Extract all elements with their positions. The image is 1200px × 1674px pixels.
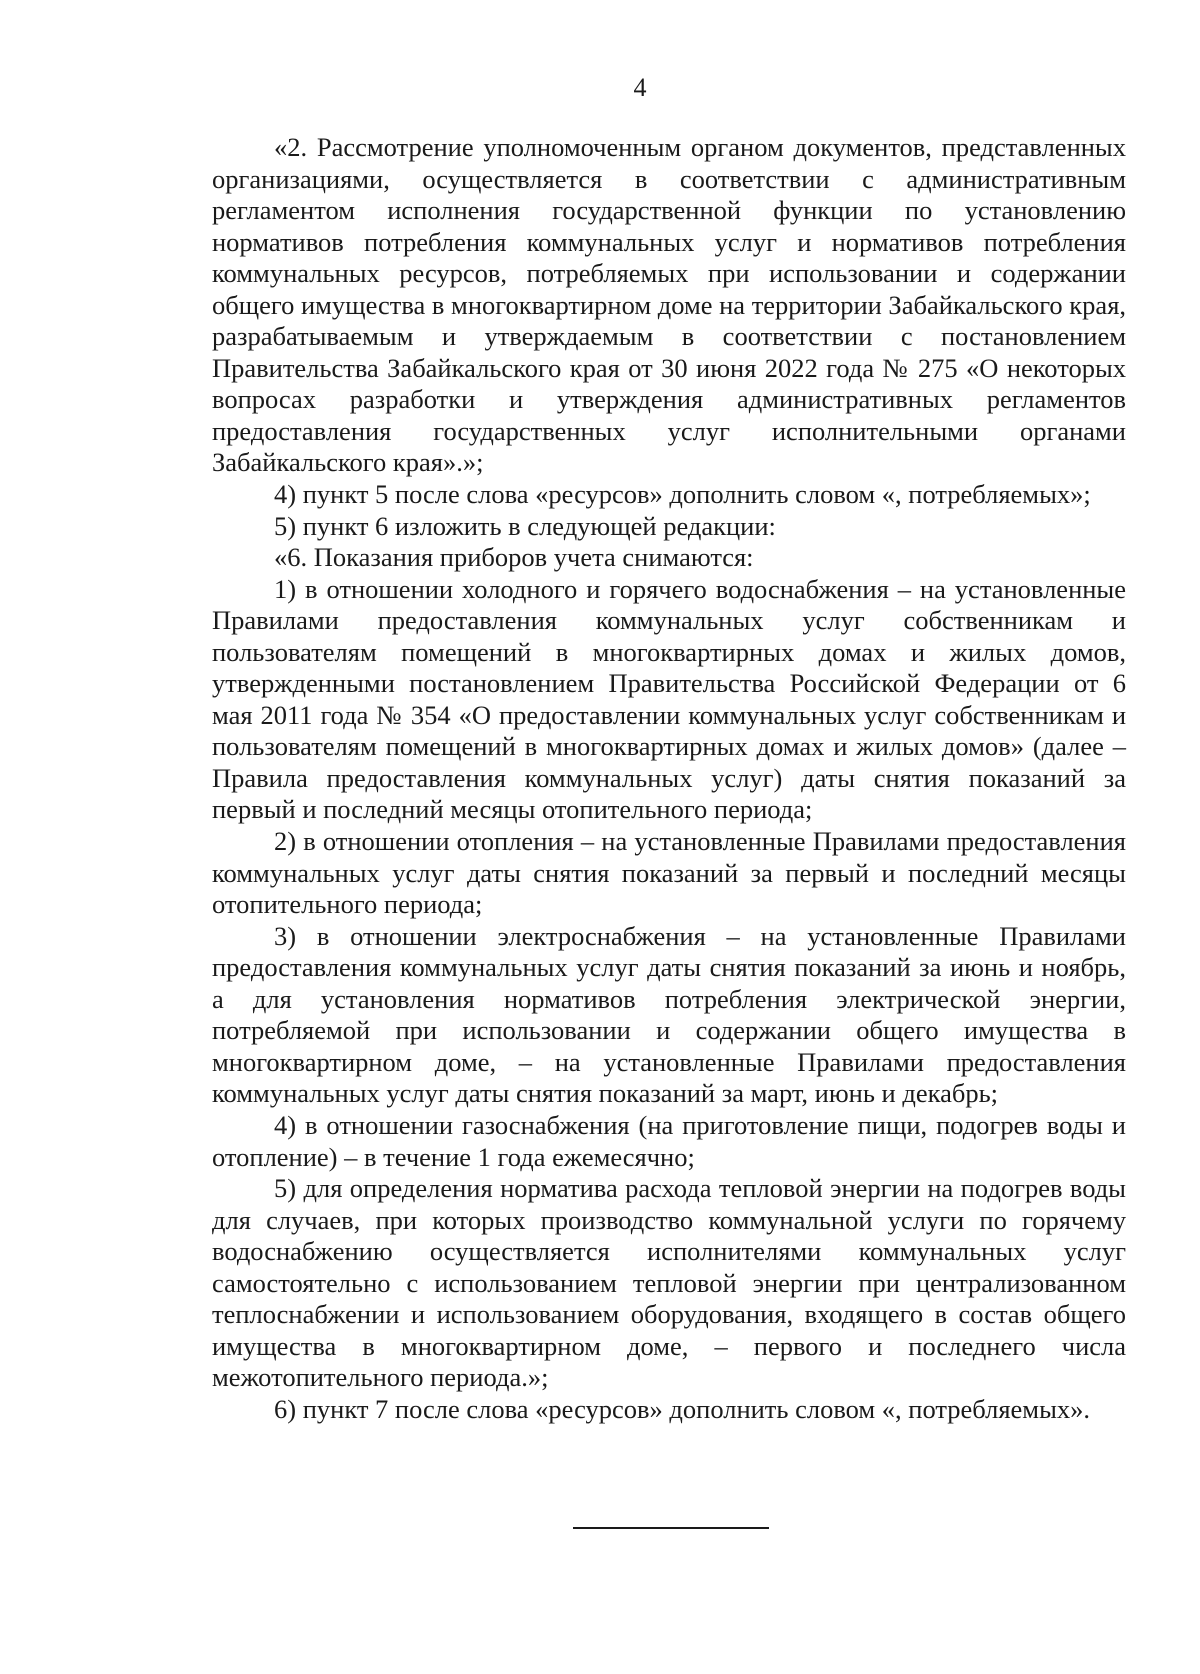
paragraph-item-6-4: 4) в отношении газоснабжения (на приготовление пищи, подогрев воды и отопление) – в течение 1 года ежемесячно; (212, 1109, 1126, 1172)
paragraph-item-6-3: 3) в отношении электроснабжения – на установленные Правилами предоставления коммунальных услуг даты снятия показаний за июнь и ноябрь, а для установления нормативов потребления электрической энергии, потребляемой при использовании и содержании общего имущества в многоквартирном доме, – на установленные Правилами предоставления коммунальных услуг даты снятия показаний за март, июнь и декабрь; (212, 920, 1126, 1109)
document-body (212, 132, 1126, 1425)
paragraph-item-6-heading: «6. Показания приборов учета снимаются: (274, 542, 754, 573)
page-number: 4 (633, 73, 647, 102)
paragraph-item-6-1: 1) в отношении холодного и горячего водоснабжения – на установленные Правилами предоставления коммунальных услуг собственникам и пользователям помещений в многоквартирных домах и жилых домов, утвержденными постановлением Правительства Российской Федерации от 6 мая 2011 года № 354 «О предоставлении коммунальных услуг собственникам и пользователям помещений в многоквартирных домах и жилых домов» (далее – Правила предоставления коммунальных услуг) даты снятия показаний за первый и последний месяцы отопительного периода; (212, 573, 1126, 825)
end-separator-line (573, 1527, 769, 1529)
paragraph-subitem-6: 6) пункт 7 после слова «ресурсов» дополнить словом «, потребляемых». (274, 1393, 1091, 1424)
paragraph-subitem-4: 4) пункт 5 после слова «ресурсов» дополнить словом «, потребляемых»; (274, 479, 1091, 510)
paragraph-item-6-2: 2) в отношении отопления – на установленные Правилами предоставления коммунальных услуг даты снятия показаний за первый и последний месяцы отопительного периода; (212, 826, 1126, 920)
paragraph-subitem-5: 5) пункт 6 изложить в следующей редакции: (274, 510, 776, 541)
paragraph-item-2: «2. Рассмотрение уполномоченным органом документов, представленных организациями, осуществляется в соответствии с административным регламентом исполнения государственной функции по установлению нормативов потребления коммунальных услуг и нормативов потребления коммунальных ресурсов, потребляемых при использовании и содержании общего имущества в многоквартирном доме на территории Забайкальского края, разрабатываемым и утверждаемым в соответствии с постановлением Правительства Забайкальского края от 30 июня 2022 года № 275 «О некоторых вопросах разработки и утверждения административных регламентов предоставления государственных услуг исполнительными органами Забайкальского края».»; (212, 132, 1127, 478)
paragraph-item-6-5: 5) для определения норматива расхода тепловой энергии на подогрев воды для случаев, при которых производство коммунальной услуги по горячему водоснабжению осуществляется исполнителями коммунальных услуг самостоятельно с использованием тепловой энергии при централизованном теплоснабжении и использованием оборудования, входящего в состав общего имущества в многоквартирном доме, – первого и последнего числа межотопительного периода.»; (212, 1173, 1126, 1393)
